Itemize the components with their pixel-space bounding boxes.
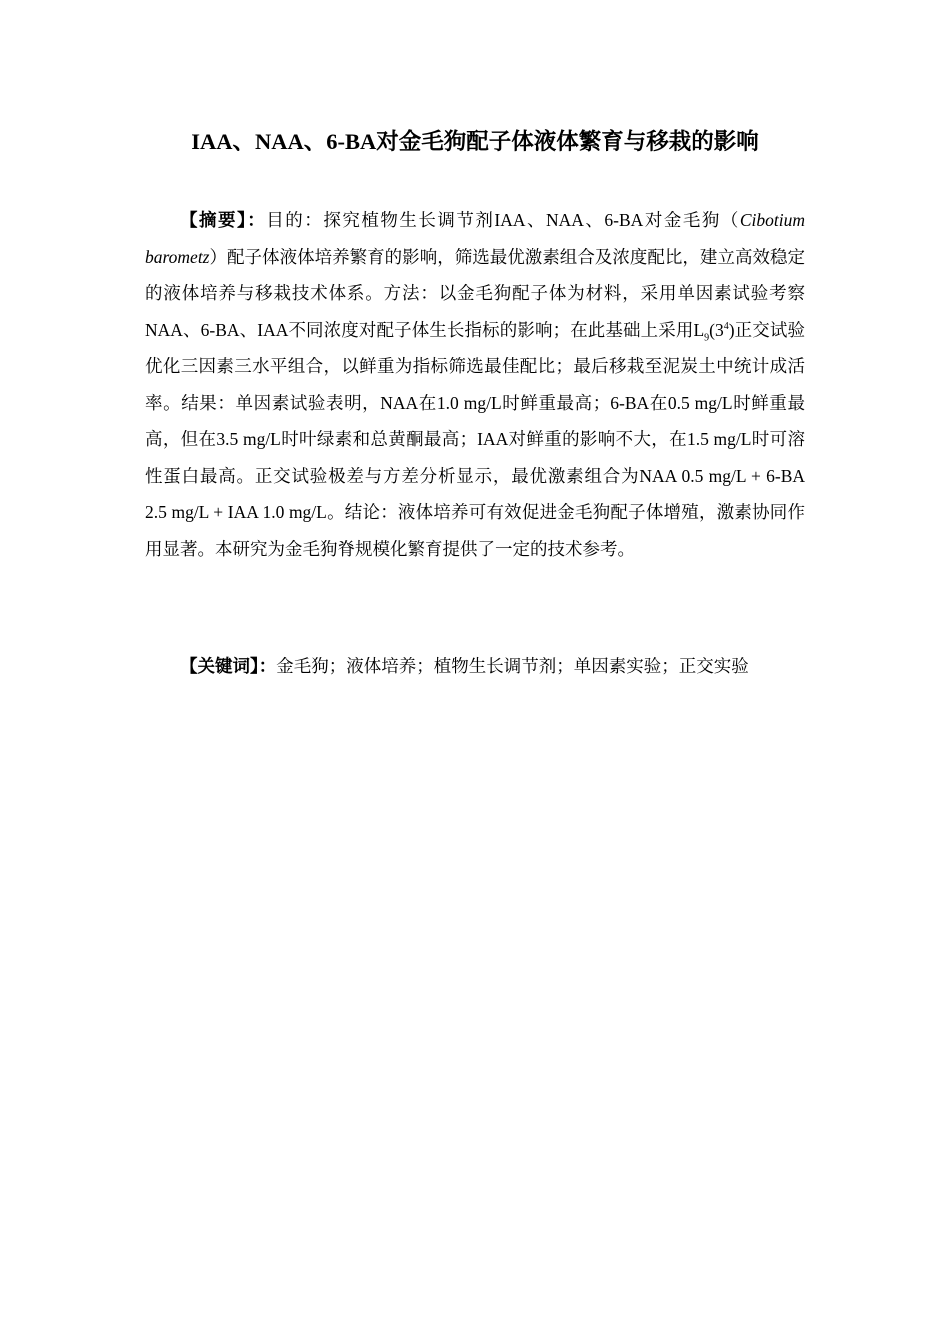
keywords-paragraph <box>145 648 805 685</box>
orthogonal-design-open: (3 <box>709 319 724 340</box>
paper-title: IAA、NAA、6-BA对金毛狗配子体液体繁育与移栽的影响 <box>191 129 759 154</box>
abstract-label: 【摘要】： <box>180 210 267 230</box>
keywords-text: 金毛狗；液体培养；植物生长调节剂；单因素实验；正交实验 <box>276 656 749 676</box>
orthogonal-design-subscript: 9 <box>704 332 710 343</box>
orthogonal-design-superscript: 4 <box>723 320 729 332</box>
abstract-text-part3: )正交试验优化三因素三水平组合，以鲜重为指标筛选最佳配比；最后移栽至泥炭土中统计成活率。结果：单因素试验表明，NAA在1.0 mg/L时鲜重最高；6-BA在0.5 mg/L时鲜重最高，但在3.5 mg/L时叶绿素和总黄酮最高；IAA对鲜重的影响不大，在1.5 mg/L时可溶性蛋白最高。正交试验极差与方差分析显示，最优激素组合为NAA 0.5 mg/L + 6-BA 2.5 mg/L + IAA 1.0 mg/L。结论：液体培养可有效促进金毛狗配子体增殖，激素协同作用显著。本研究为金毛狗脊规模化繁育提供了一定的技术参考。 <box>145 319 805 559</box>
species-latin-name: Cibotium barometz <box>145 210 806 267</box>
abstract-paragraph <box>145 202 805 567</box>
abstract-text-part1: 目的：探究植物生长调节剂IAA、NAA、6-BA对金毛狗（ <box>266 210 740 230</box>
keywords-label: 【关键词】： <box>180 656 277 676</box>
abstract-text-part2: ）配子体液体培养繁育的影响，筛选最优激素组合及浓度配比，建立高效稳定的液体培养与移栽技术体系。方法：以金毛狗配子体为材料，采用单因素试验考察NAA、6-BA、IAA不同浓度对配子体生长指标的影响；在此基础上采用L <box>145 246 805 340</box>
